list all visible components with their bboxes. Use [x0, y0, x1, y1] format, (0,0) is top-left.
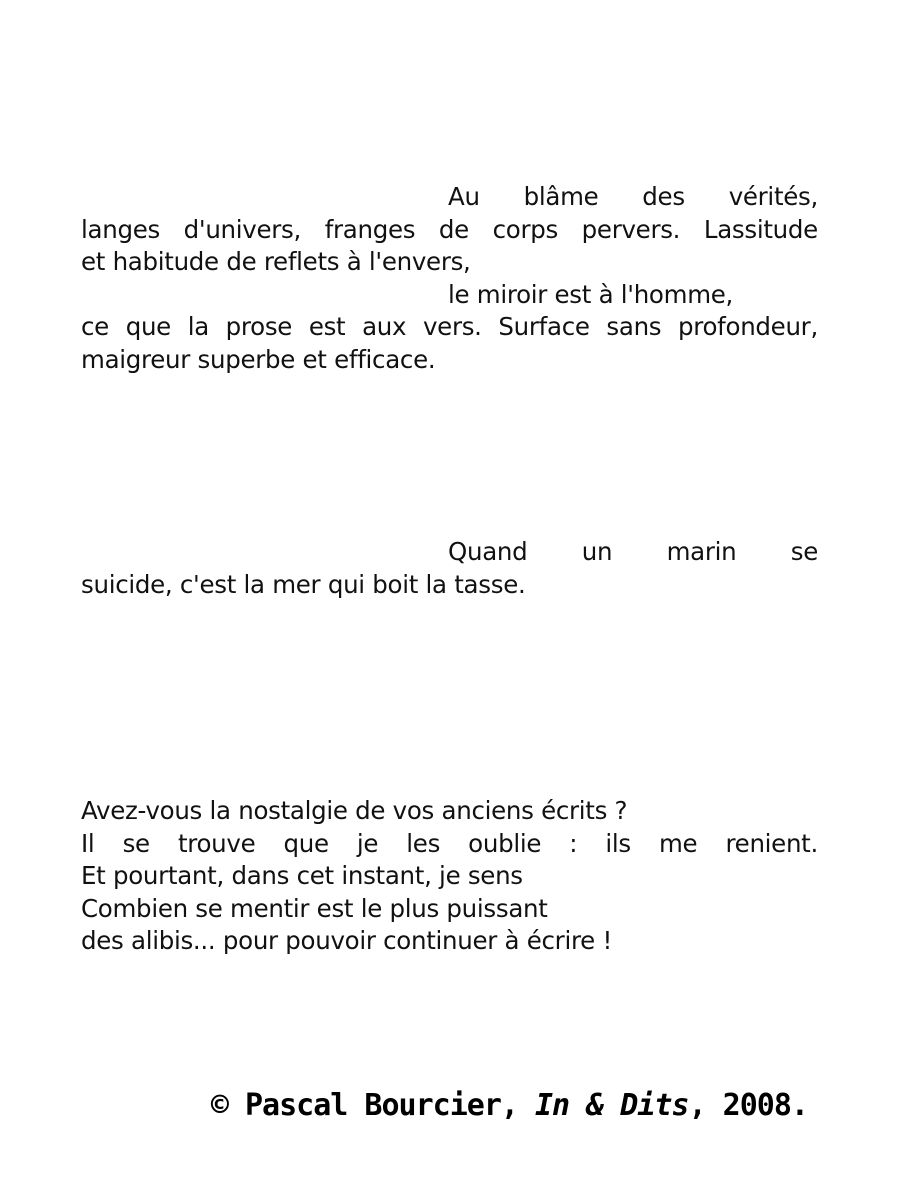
poem-word: : — [569, 828, 578, 858]
stanza-quand-un-marin — [81, 536, 818, 601]
poem-word: Surface — [498, 312, 590, 341]
poem-word: profondeur, — [678, 312, 818, 341]
poem-word: Quand — [448, 537, 528, 566]
poem-word: ils — [605, 828, 631, 858]
poem-word: des — [642, 182, 685, 211]
stanza-blame-des-verites — [81, 181, 818, 376]
poem-word: de — [438, 214, 469, 244]
poem-word: vérités, — [728, 182, 818, 211]
poem-line: le miroir est à l'homme, — [448, 279, 734, 309]
poem-word: se — [122, 828, 150, 858]
poem-word: sans — [606, 312, 662, 341]
poem-word: les — [406, 828, 441, 858]
poem-line — [81, 214, 818, 247]
poem-word: franges — [324, 214, 416, 244]
poem-line — [81, 311, 818, 344]
poem-word: un — [581, 537, 613, 566]
copyright-book-title: In & Dits — [535, 1088, 689, 1123]
stanza-nostalgie — [81, 795, 818, 958]
poem-word: Lassitude — [703, 214, 818, 244]
copyright-prefix: © Pascal Bourcier, — [210, 1088, 535, 1123]
poem-line: Combien se mentir est le plus puissant — [81, 893, 548, 923]
poem-word: que — [125, 312, 171, 341]
poem-line — [81, 181, 818, 214]
poem-word: trouve — [177, 828, 256, 858]
poem-word: marin — [666, 537, 737, 566]
poem-line — [81, 536, 818, 569]
poem-line: Et pourtant, dans cet instant, je sens — [81, 861, 523, 890]
poem-word: renient. — [725, 828, 818, 858]
poem-word: je — [356, 828, 379, 858]
poem-word: langes — [81, 214, 160, 244]
poem-line: Avez-vous la nostalgie de vos anciens écrits ? — [81, 796, 628, 825]
poem-word: corps — [492, 214, 558, 244]
poem-word: ce — [81, 312, 109, 341]
poem-word: Il — [81, 828, 95, 858]
poem-word: pervers. — [581, 214, 681, 244]
poem-word: d'univers, — [183, 214, 301, 244]
poem-line: suicide, c'est la mer qui boit la tasse. — [81, 569, 526, 599]
poem-word: prose — [225, 312, 293, 341]
copyright-notice — [0, 1088, 808, 1123]
poem-word: vers. — [422, 312, 482, 341]
poem-line: et habitude de reflets à l'envers, — [81, 247, 471, 276]
poem-word: me — [658, 828, 698, 858]
poem-word: se — [790, 537, 818, 566]
poem-line — [81, 828, 818, 861]
copyright-suffix: , 2008. — [688, 1088, 808, 1123]
poem-word: que — [283, 828, 329, 858]
poem-word: oublie — [468, 828, 542, 858]
poem-word: est — [308, 312, 346, 341]
poem-word: Au — [448, 182, 480, 211]
poem-line: des alibis... pour pouvoir continuer à écrire ! — [81, 926, 612, 955]
poem-word: la — [187, 312, 209, 341]
poem-line: maigreur superbe et efficace. — [81, 344, 436, 374]
poem-word: aux — [362, 312, 407, 341]
poem-word: blâme — [523, 182, 599, 211]
